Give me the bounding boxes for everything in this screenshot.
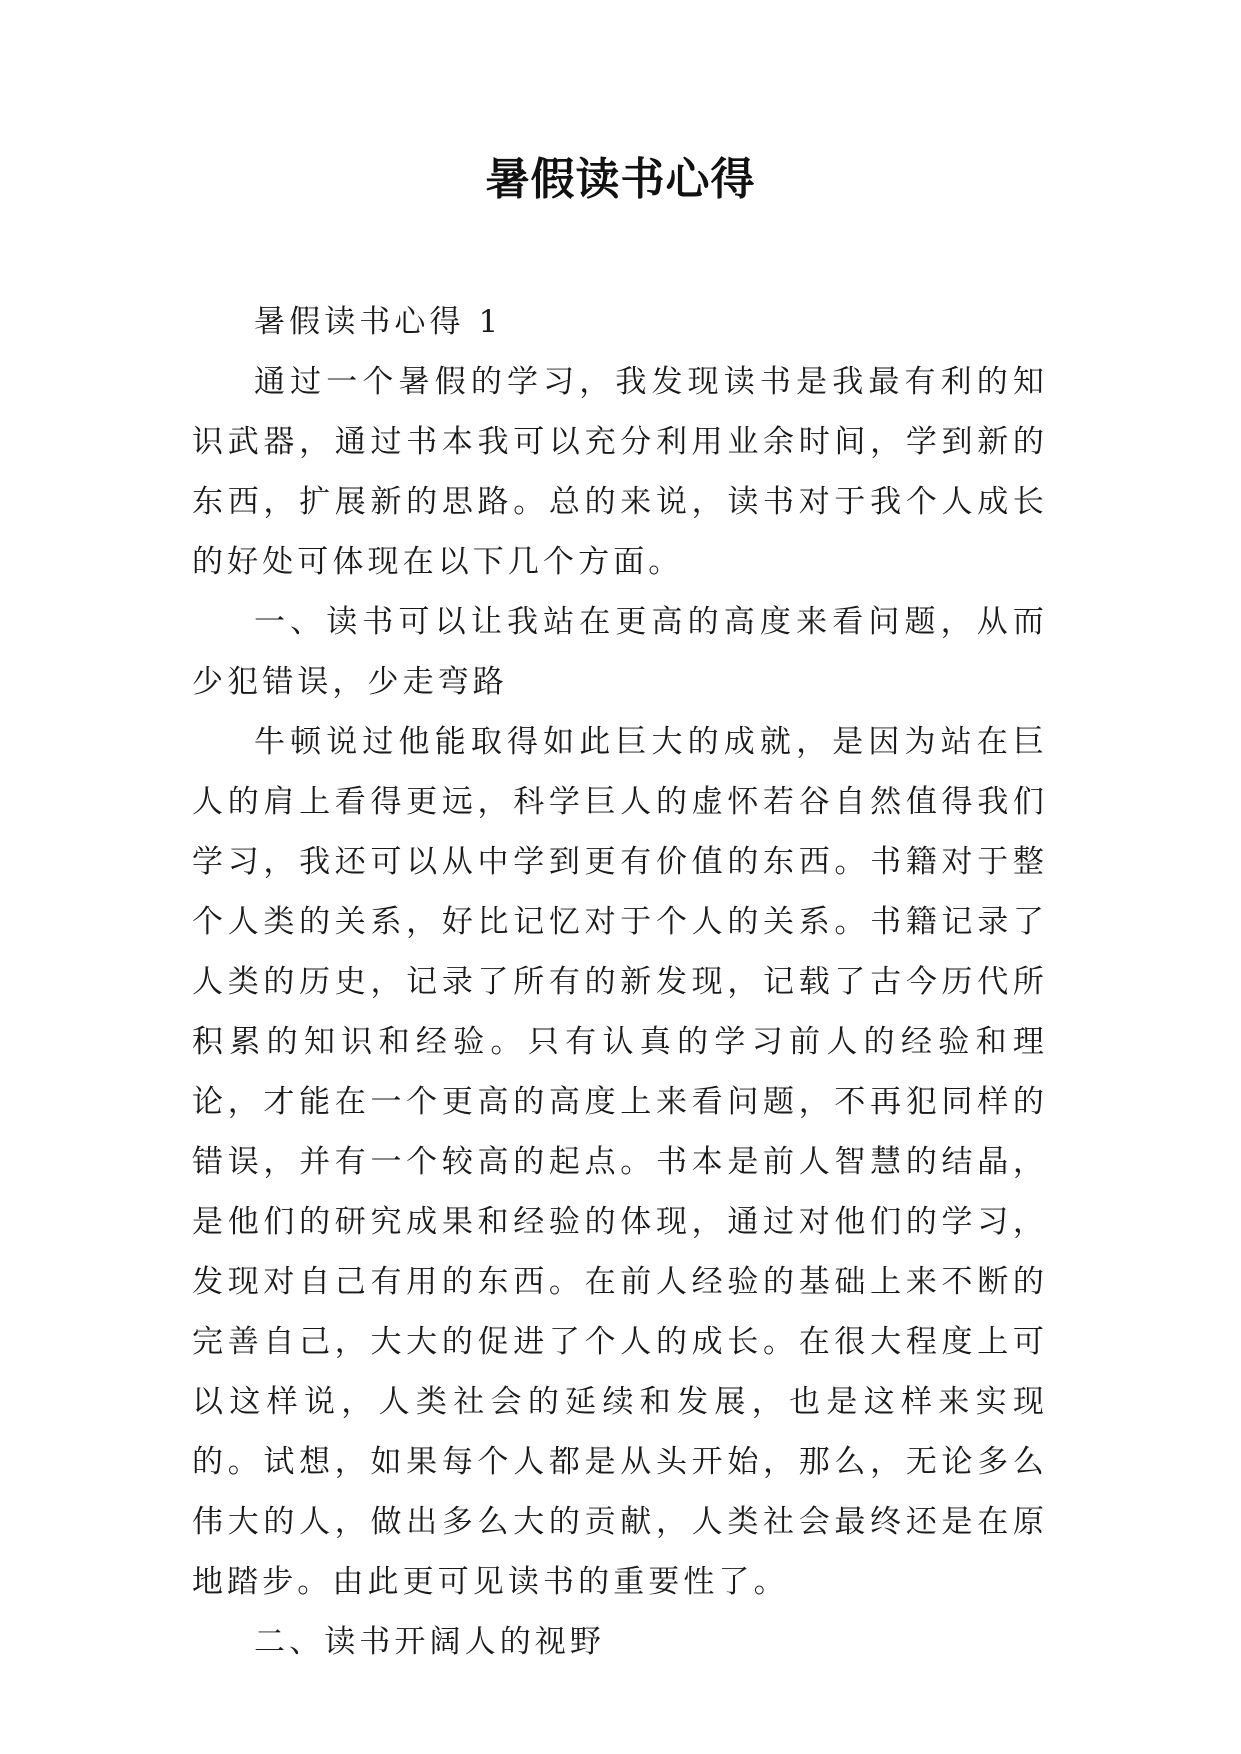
document-body	[192, 292, 1048, 1672]
document-title: 暑假读书心得	[485, 154, 756, 205]
paragraph-intro: 通过一个暑假的学习，我发现读书是我最有利的知识武器，通过书本我可以充分利用业余时间，学到新的东西，扩展新的思路。总的来说，读书对于我个人成长的好处可体现在以下几个方面。	[192, 364, 1048, 580]
subheading-two: 二、读书开阔人的视野	[254, 1624, 605, 1660]
subheading-one: 一、读书可以让我站在更高的高度来看问题，从而少犯错误，少走弯路	[192, 604, 1048, 700]
paragraph-newton: 牛顿说过他能取得如此巨大的成就，是因为站在巨人的肩上看得更远，科学巨人的虚怀若谷自然值得我们学习，我还可以从中学到更有价值的东西。书籍对于整个人类的关系，好比记忆对于个人的关系。书籍记录了人类的历史，记录了所有的新发现，记载了古今历代所积累的知识和经验。只有认真的学习前人的经验和理论，才能在一个更高的高度上来看问题，不再犯同样的错误，并有一个较高的起点。书本是前人智慧的结晶，是他们的研究成果和经验的体现，通过对他们的学习，发现对自己有用的东西。在前人经验的基础上来不断的完善自己，大大的促进了个人的成长。在很大程度上可以这样说，人类社会的延续和发展，也是这样来实现的。试想，如果每个人都是从头开始，那么，无论多么伟大的人，做出多么大的贡献，人类社会最终还是在原地踏步。由此更可见读书的重要性了。	[192, 724, 1048, 1600]
section-heading: 暑假读书心得 1	[254, 304, 503, 340]
